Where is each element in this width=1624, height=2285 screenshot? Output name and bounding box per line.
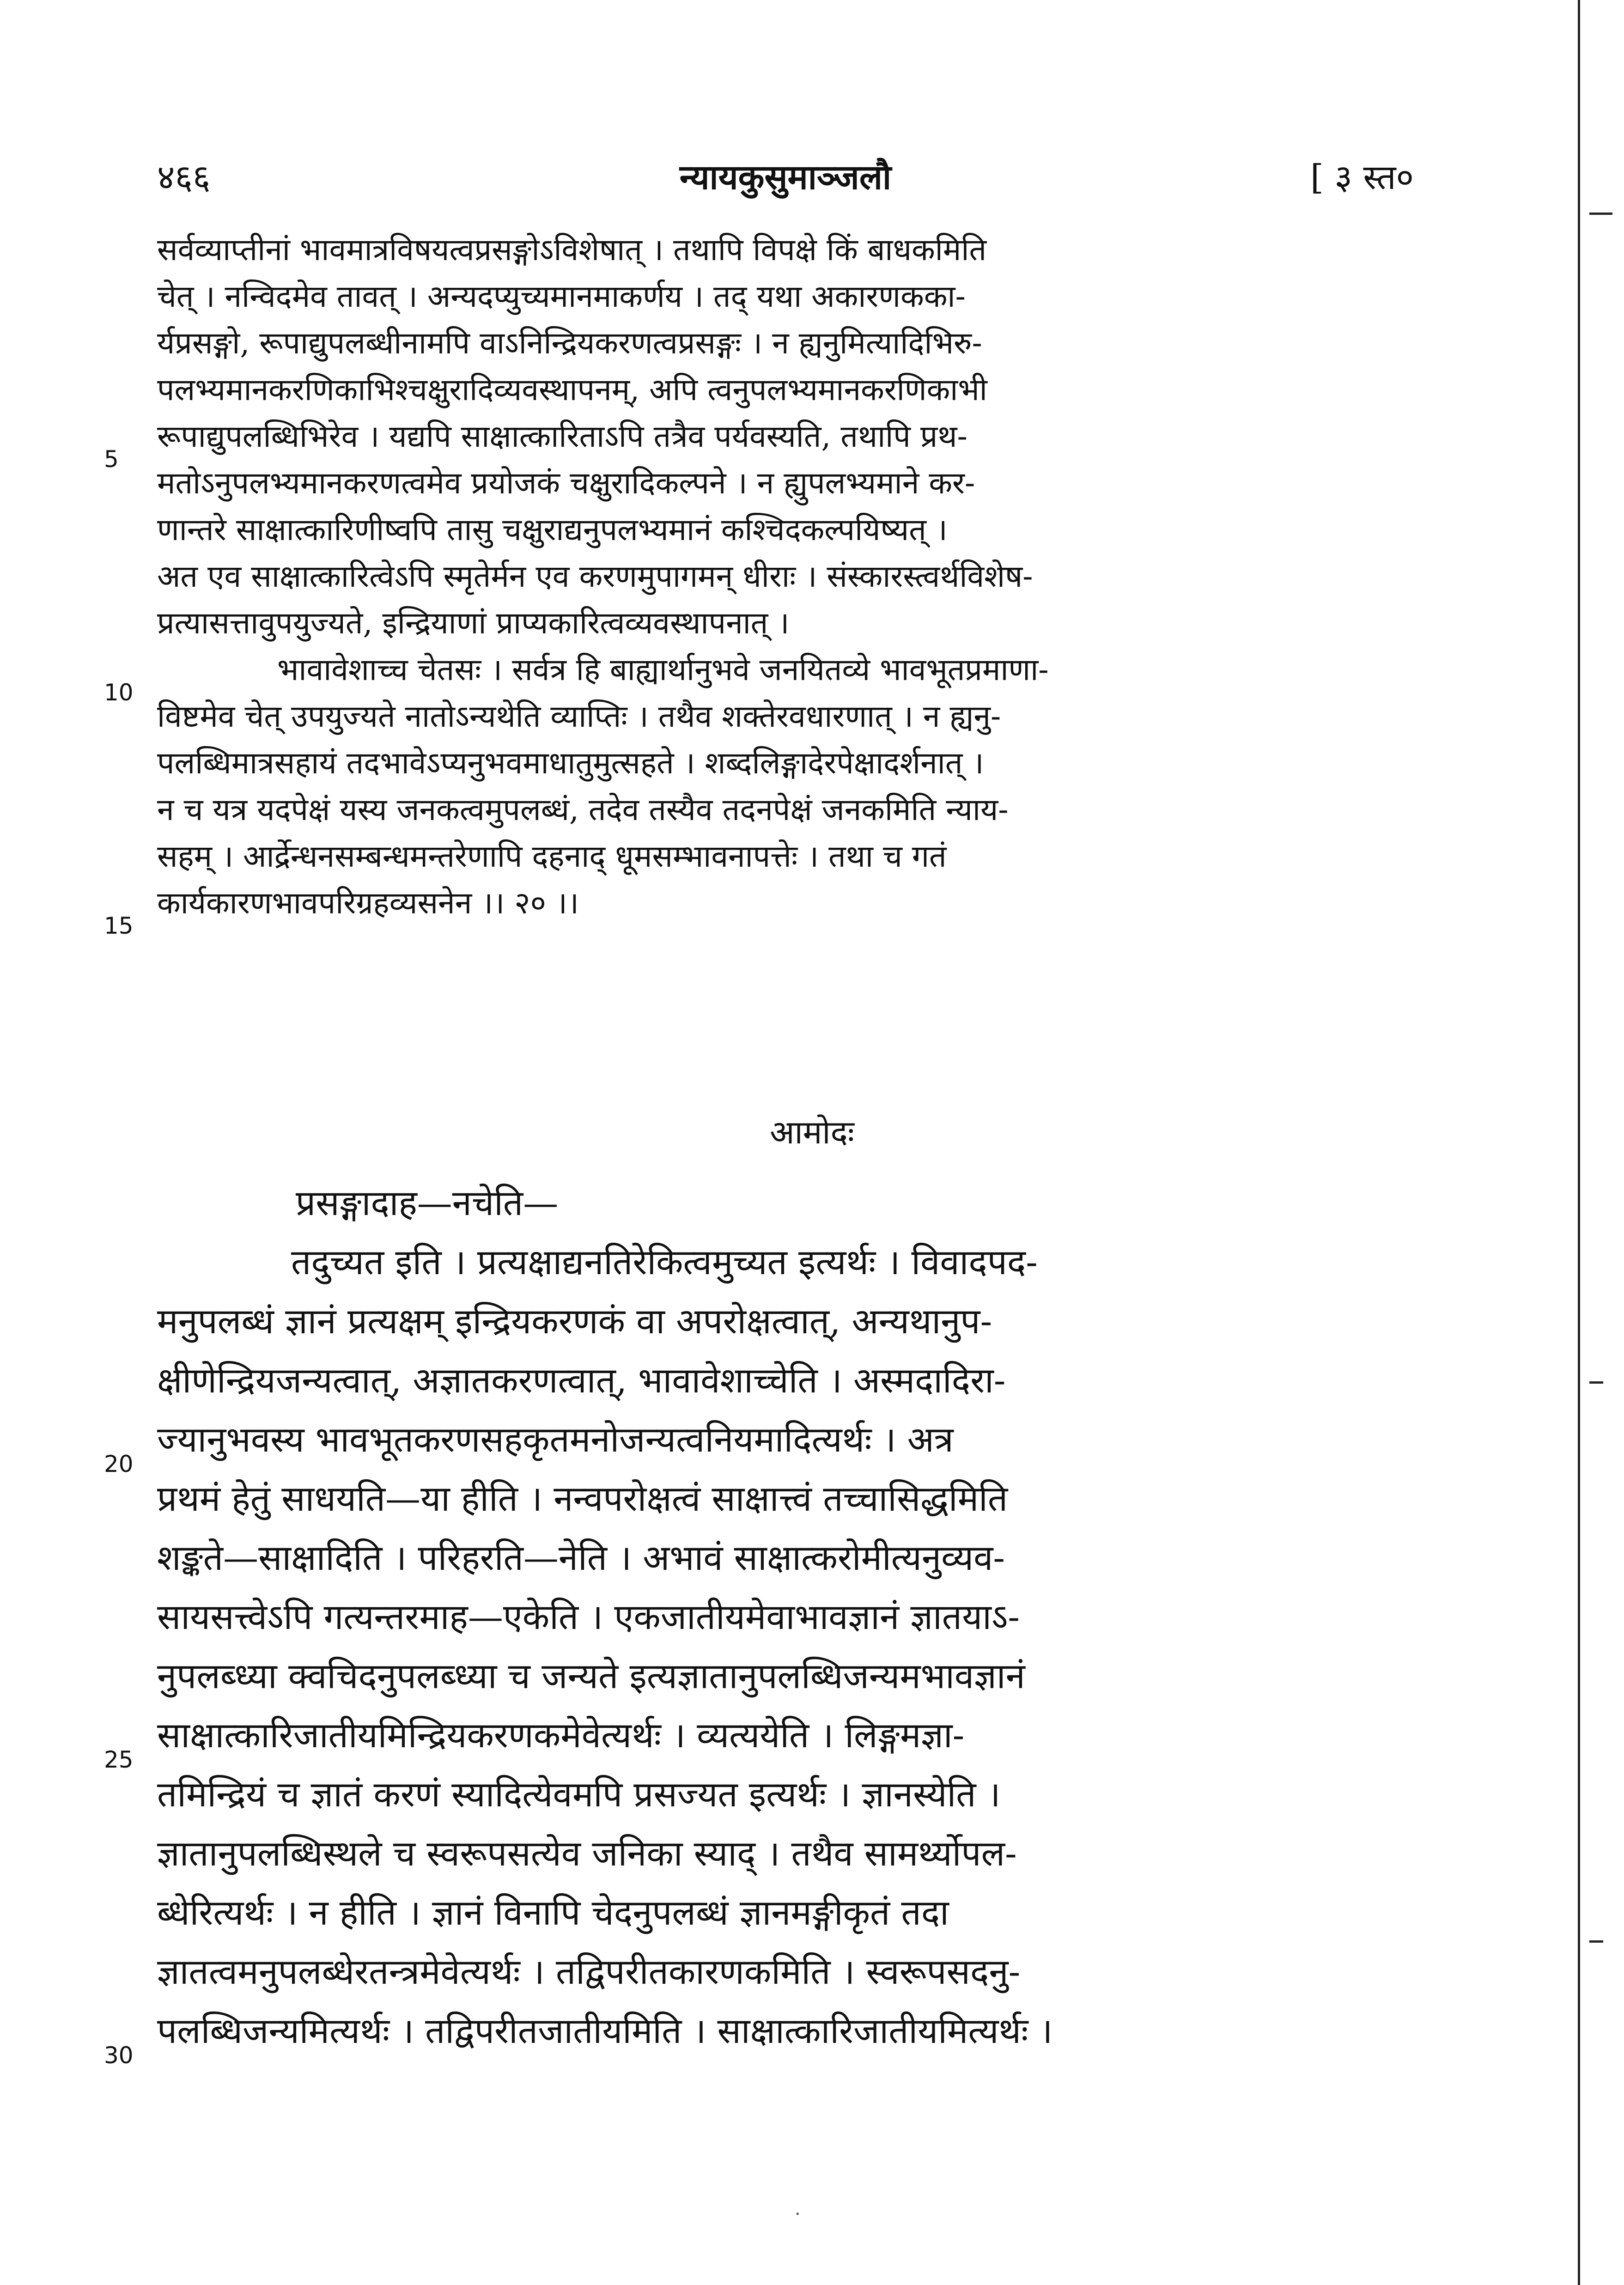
page-number: ४६६ (157, 158, 211, 197)
mula-line: अत एव साक्षात्कारित्वेऽपि स्मृतेर्मन एव करणमुपागमन् धीराः । संस्कारस्त्वर्थविशेष- (157, 559, 1033, 594)
commentary-line: तदुच्यत इति । प्रत्यक्षाद्यनतिरेकित्वमुच्यत इत्यर्थः । विवादपद- (291, 1241, 1038, 1282)
commentary-line: पलब्धिजन्यमित्यर्थः । तद्विपरीतजातीयमिति । साक्षात्कारिजातीयमित्यर्थः । (157, 2010, 1053, 2051)
margin-mark (1589, 1381, 1603, 1384)
commentary-text-block (157, 1173, 1414, 2060)
commentary-title: आमोदः (770, 1113, 854, 1151)
mula-line: णान्तरे साक्षात्कारिणीष्वपि तासु चक्षुराद्यनुपलभ्यमानं कश्चिदकल्पयिष्यत् । (157, 512, 948, 547)
commentary-line: ज्ञातानुपलब्धिस्थले च स्वरूपसत्येव जनिका स्याद् । तथैव सामर्थ्योपल- (157, 1833, 1017, 1874)
mula-line: मतोऽनुपलभ्यमानकरणत्वमेव प्रयोजकं चक्षुरादिकल्पने । न ह्युपलभ्यमाने कर- (157, 465, 975, 501)
commentary-line: साक्षात्कारिजातीयमिन्द्रियकरणकमेवेत्यर्थः । व्यत्ययेति । लिङ्गमज्ञा- (157, 1714, 965, 1756)
line-number: 10 (104, 679, 134, 706)
mula-text-block (157, 226, 1414, 926)
mula-line: पलब्धिमात्रसहायं तदभावेऽप्यनुभवमाधातुमुत्सहते । शब्दलिङ्गादेरपेक्षादर्शनात् । (157, 745, 984, 781)
line-number: 30 (104, 2042, 134, 2069)
mula-line: न च यत्र यदपेक्षं यस्य जनकत्वमुपलब्धं, तदेव तस्यैव तदनपेक्षं जनकमिति न्याय- (157, 792, 1009, 827)
mula-line: र्यप्रसङ्गो, रूपाद्युपलब्धीनामपि वाऽनिन्द्रियकरणत्वप्रसङ्गः । न ह्यनुमित्यादिभिरु- (157, 325, 982, 361)
commentary-line: ज्यानुभवस्य भावभूतकरणसहकृतमनोजन्यत्वनियमादित्यर्थः । अत्र (157, 1419, 954, 1460)
commentary-line: नुपलब्ध्या क्वचिदनुपलब्ध्या च जन्यते इत्यज्ञातानुपलब्धिजन्यमभावज्ञानं (157, 1655, 1025, 1696)
commentary-line: मनुपलब्धं ज्ञानं प्रत्यक्षम् इन्द्रियकरणकं वा अपरोक्षत्वात्, अन्यथानुप- (157, 1301, 992, 1342)
mula-line: विष्टमेव चेत् उपयुज्यते नातोऽन्यथेति व्याप्तिः । तथैव शक्तेरवधारणात् । न ह्यनु- (157, 699, 1001, 734)
commentary-line: प्रसङ्गादाह—नचेति— (296, 1182, 559, 1223)
line-number: 15 (104, 912, 134, 939)
commentary-line: शङ्कते—साक्षादिति । परिहरति—नेति । अभावं साक्षात्करोमीत्यनुव्यव- (157, 1537, 1005, 1578)
commentary-line: सायसत्त्वेऽपि गत्यन्तरमाह—एकेति । एकजातीयमेवाभावज्ञानं ज्ञातयाऽ- (157, 1596, 1020, 1637)
commentary-line: प्रथमं हेतुं साधयति—या हीति । नन्वपरोक्षत्वं साक्षात्त्वं तच्चासिद्धमिति (157, 1478, 1008, 1519)
margin-mark (1589, 1940, 1603, 1943)
speck: · (795, 2204, 801, 2225)
margin-mark (1589, 213, 1612, 215)
mula-line: पलभ्यमानकरणिकाभिश्चक्षुरादिव्यवस्थापनम्, अपि त्वनुपलभ्यमानकरणिकाभी (157, 372, 987, 407)
line-number: 20 (104, 1451, 134, 1477)
running-title: न्यायकुसुमाञ्जलौ (679, 158, 892, 197)
line-number: 25 (104, 1746, 134, 1773)
running-header (157, 152, 1414, 208)
binding-edge-rule (1578, 0, 1580, 2285)
commentary-line: तमिन्द्रियं च ज्ञातं करणं स्यादित्येवमपि प्रसज्यत इत्यर्थः । ज्ञानस्येति । (157, 1774, 1001, 1815)
line-number: 5 (104, 446, 119, 473)
mula-line: चेत् । नन्विदमेव तावत् । अन्यदप्युच्यमानमाकर्णय । तद् यथा अकारणकका- (157, 279, 966, 314)
mula-line: सहम् । आर्द्रेन्धनसम्बन्धमन्तरेणापि दहनाद् धूमसम्भावनापत्तेः । तथा च गतं (157, 839, 947, 874)
commentary-line: ज्ञातत्वमनुपलब्धेरतन्त्रमेवेत्यर्थः । तद्विपरीतकारणकमिति । स्वरूपसदनु- (157, 1951, 1021, 1992)
mula-line: कार्यकारणभावपरिग्रहव्यसनेन ।। २० ।। (157, 885, 579, 921)
commentary-line: ब्धेरित्यर्थः । न हीति । ज्ञानं विनापि चेदनुपलब्धं ज्ञानमङ्गीकृतं तदा (157, 1892, 949, 1933)
section-marker: [ ३ स्त० (1310, 158, 1414, 197)
mula-line: रूपाद्युपलब्धिभिरेव । यद्यपि साक्षात्कारिताऽपि तत्रैव पर्यवस्यति, तथापि प्रथ- (157, 419, 967, 454)
commentary-line: क्षीणेन्द्रियजन्यत्वात्, अज्ञातकरणत्वात्, भावावेशाच्चेति । अस्मदादिरा- (157, 1360, 1006, 1401)
mula-line: भावावेशाच्च चेतसः । सर्वत्र हि बाह्यार्थानुभवे जनयितव्ये भावभूतप्रमाणा- (277, 652, 1049, 687)
mula-line: प्रत्यासत्तावुपयुज्यते, इन्द्रियाणां प्राप्यकारित्वव्यवस्थापनात् । (157, 605, 790, 641)
mula-line: सर्वव्याप्तीनां भावमात्रविषयत्वप्रसङ्गोऽविशेषात् । तथापि विपक्षे किं बाधकमिति (157, 232, 987, 267)
